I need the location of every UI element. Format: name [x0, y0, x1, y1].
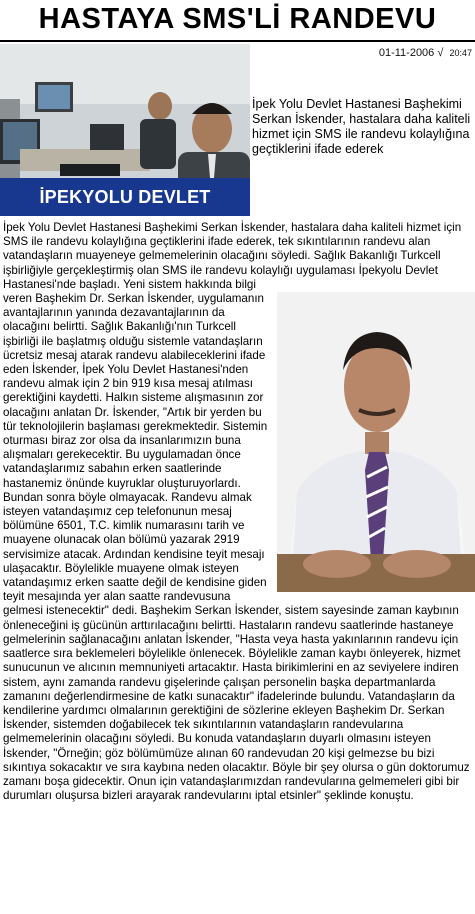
article-main: veren Başhekim Dr. Serkan İskender, uygulamanın avantajlarının yanında dezavantajlarının da olacağını belirtti. Sağlık Bakanlığı'nın Turkcell işbirliği ile başlatmış olduğu sistemle vatandaşların ücretsiz mesaj atarak randevu alabileceklerini ifade eden İskender, İpek Yolu Devlet Hastanesi'nden randevu almak için 2 bin 919 kısa mesaj atılması gerektiğini kaydetti. Halkın sisteme alışmasının zor olacağını anlatan Dr. İskender, "Artık bir yerden bu tür teknolojilerin başlaması gerekmektedir. Sistemin oturması biraz zor olsa da insanlarımızın buna alışmaları gerekecektir. Bu uygulamadan önce vatandaşlarımız sabahın erken saatlerinde hastanemiz önünde kuyruklar oluşturuyorlardı. Bundan sonra böyle olmayacak. Randevu almak isteyen vatandaşımız cep telefonunun mesaj bölümüne 6501, T.C. kimlik numarasını tarih ve muayene olunacak olan bölümü yazarak 2919 servisimize atacak. Ardından kendisine teyit mesajı ulaşacaktır. Böylelikle muayene olmak isteyen vatandaşımız erken saatte değil de kendisine giden teyit mesajında yer alan saatte randevusuna gelmesi istenecektir" dedi. Başhekim Serkan İskender, sistem sayesinde zaman kaybının önleneceğini iş gücünün arttırılacağını belirtti. Hastaların randevu saatlerinde hastaneye gelmelerinin sağlanacağını anlatan İskender, "Hasta veya hasta yakınlarının randevu için saatlerce sıra beklemeleri böylelikle önlenecek. Böylelikle zaman kaybı önleyerek, hizmet sunucunun ve alıcının memnuniyeti artacaktır. Hasta birikimlerini en az seviyelere indiren sistem, aynı zamanda randevu gişelerinde çalışan personelin başka departmanlarda zamanını değerlendirmesine de katkı sunacaktır" ifadelerinde bulundu. Vatandaşların da kendilerine yardımcı olmalarının gerektiğini de sözlerine ekleyen Başhekim Dr. Serkan İskender, sistemden doğabilecek tek sıkıntılarının vatandaşların randevularına gelmemelerinin olacağını söyledi. Bu konuda vatandaşların duyarlı olmasını isteyen İskender, "Örneğin; göz bölümümüze alınan 60 randevudan 20 kişi gelmezse bu bizi sıkıntıya sokacaktır ve sıra kaybına neden olacaktır. Böyle bir şey olursa o gün doktorumuz zamanı boşa gidecektir. Onun için vatandaşlarımızdan randevularına gelmemeleri gibi bir durumları oluşursa bizleri arayarak randevularını iptal etsinler" şeklinde konuştu. — [3, 292, 470, 803]
office-photo — [0, 44, 250, 216]
publish-date — [300, 47, 472, 59]
time-text: 20:47 — [449, 48, 472, 58]
check-icon: √ — [437, 47, 444, 59]
article-body — [3, 221, 473, 803]
date-text: 01-11-2006 — [378, 47, 435, 59]
portrait-photo — [277, 292, 475, 592]
photo-caption: İpek Yolu Devlet Hastanesi Başhekimi Serkan İskender, hastalara daha kaliteli hizmet için SMS ile randevu kolaylığına geçtiklerini ifade ederek — [252, 97, 471, 156]
portrait-illustration — [277, 292, 475, 592]
headline: HASTAYA SMS'Lİ RANDEVU — [38, 3, 437, 35]
article-intro: İpek Yolu Devlet Hastanesi Başhekimi Serkan İskender, hastalara daha kaliteli hizmet için SMS ile randevu kolaylığına geçtiklerini ifade ederek, tek sıkıntılarının randevu alan vatandaşların muayeneye gelmemelerinin olacağını söyledi. Sağlık Bakanlığı Turkcell işbirliğiyle gerçekleştirmiş olan SMS ile randevu kolaylığı uygulaması İpekyolu Devlet Hastanesi'nde başladı. Yeni sistem hakkında bilgi — [3, 221, 462, 291]
headline-rule — [0, 40, 475, 42]
hospital-banner: İPEKYOLU DEVLET — [0, 178, 250, 216]
